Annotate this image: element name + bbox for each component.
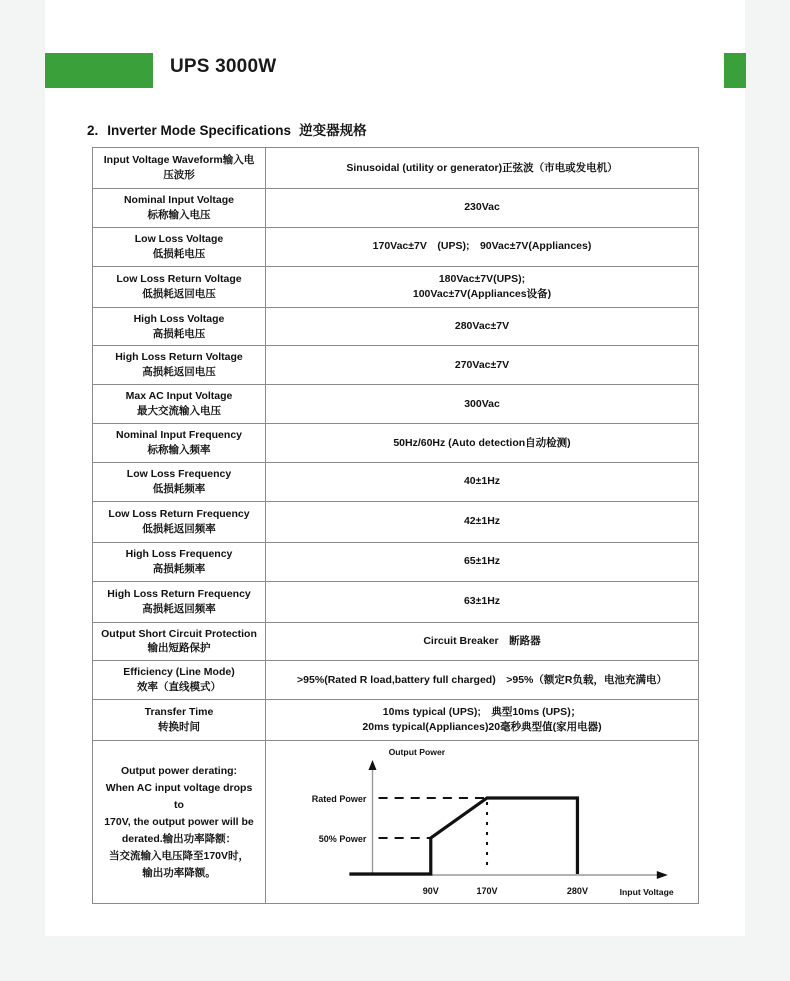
row-value-line: 65±1Hz <box>463 555 501 568</box>
row-value <box>266 700 699 741</box>
derating-line: 170V, the output power will be <box>104 815 254 828</box>
row-label-en: Nominal Input Voltage <box>123 194 235 206</box>
chart-x-axis-arrow <box>657 871 668 879</box>
row-label-en: Transfer Time <box>144 706 214 719</box>
row-label <box>93 148 266 189</box>
section-title-en: Inverter Mode Specifications <box>107 123 292 138</box>
row-value <box>266 227 699 266</box>
chart-xtick-90v: 90V <box>422 886 439 897</box>
row-label-cn: 输出短路保护 <box>147 642 211 655</box>
derating-line: 当交流输入电压降至170V时， <box>108 849 250 862</box>
row-label-en: Low Loss Frequency <box>126 467 232 480</box>
row-label <box>93 424 266 463</box>
chart-xtick-280v: 280V <box>566 886 588 897</box>
row-label <box>93 700 266 741</box>
table-row <box>93 700 699 741</box>
row-label-en: Efficiency (Line Mode) <box>123 666 235 679</box>
table-row <box>93 462 699 501</box>
row-label-en: Low Loss Voltage <box>134 232 224 245</box>
chart-ylabel: Output Power <box>388 747 446 758</box>
row-value <box>266 424 699 463</box>
row-label-en: Input Voltage Waveform输入电 <box>103 154 255 167</box>
row-value <box>266 307 699 346</box>
row-label <box>93 501 266 542</box>
row-value <box>266 189 699 228</box>
table-row <box>93 385 699 424</box>
row-label <box>93 581 266 622</box>
document-header <box>45 53 745 89</box>
row-value-line: >95%(Rated R load,battery full charged) >95%（额定R负载，电池充满电） <box>297 673 667 686</box>
chart-derating-curve <box>349 798 577 874</box>
row-label-en: High Loss Return Frequency <box>107 587 251 600</box>
row-label-en: Output Short Circuit Protection <box>101 627 257 640</box>
row-value <box>266 581 699 622</box>
row-label-en: Low Loss Return Voltage <box>116 272 242 285</box>
derating-note <box>93 741 266 904</box>
page-title: UPS 3000W <box>170 56 277 77</box>
row-label <box>93 266 266 307</box>
row-label <box>93 661 266 700</box>
derating-note-text <box>98 763 260 882</box>
chart-ytick-half: 50% Power <box>318 834 367 845</box>
row-label-cn: 低损耗返回电压 <box>142 287 216 300</box>
row-label-cn: 低损耗返回频率 <box>142 522 216 535</box>
inverter-mode-spec-table <box>92 147 699 904</box>
row-label <box>93 307 266 346</box>
row-label <box>93 385 266 424</box>
derating-line: derated.输出功率降额： <box>121 832 237 845</box>
document-page <box>45 0 745 936</box>
row-label-cn: 高损耗电压 <box>152 327 206 340</box>
row-label-cn: 压波形 <box>163 169 195 181</box>
chart-y-axis-arrow <box>368 760 376 770</box>
row-label <box>93 542 266 581</box>
row-value-line: 42±1Hz <box>463 515 501 528</box>
row-label-en: High Loss Frequency <box>125 547 233 560</box>
header-accent-block-right <box>724 53 746 88</box>
table-row <box>93 424 699 463</box>
row-value <box>266 266 699 307</box>
table-row <box>93 266 699 307</box>
row-value-line: 40±1Hz <box>463 475 501 488</box>
row-value <box>266 661 699 700</box>
table-row-derating <box>93 741 699 904</box>
chart-ytick-rated: Rated Power <box>311 794 367 805</box>
row-value-line: 50Hz/60Hz (Auto detection自动检测) <box>393 436 571 449</box>
header-accent-block-left <box>45 53 153 88</box>
table-row <box>93 542 699 581</box>
row-label-cn: 低损耗频率 <box>152 482 206 495</box>
row-label-en: High Loss Return Voltage <box>115 351 243 364</box>
table-row <box>93 189 699 228</box>
row-value-line: 170Vac±7V (UPS); 90Vac±7V(Appliances) <box>372 240 592 253</box>
output-power-derating-chart <box>266 742 698 902</box>
row-value <box>266 346 699 385</box>
table-row <box>93 622 699 661</box>
row-label <box>93 227 266 266</box>
derating-line: When AC input voltage drops to <box>105 781 253 811</box>
row-label-cn: 标称输入电压 <box>147 208 211 221</box>
row-label-en: Nominal Input Frequency <box>115 429 242 442</box>
row-label <box>93 622 266 661</box>
row-value <box>266 148 699 189</box>
row-value-line: 180Vac±7V(UPS); <box>438 272 526 285</box>
row-value-line: Sinusoidal (utility or generator)正弦波（市电或发电机） <box>346 161 618 174</box>
chart-xtick-170v: 170V <box>476 886 498 897</box>
table-row <box>93 661 699 700</box>
table-row <box>93 501 699 542</box>
row-label-cn: 高损耗返回电压 <box>142 366 216 379</box>
row-value-line: 20ms typical(Appliances)20毫秒典型值(家用电器) <box>362 721 602 734</box>
row-label-cn: 标称输入频率 <box>147 443 211 456</box>
row-label-cn: 最大交流输入电压 <box>137 405 221 418</box>
row-label <box>93 462 266 501</box>
table-row <box>93 581 699 622</box>
row-value <box>266 622 699 661</box>
row-label <box>93 346 266 385</box>
table-row <box>93 346 699 385</box>
table-row <box>93 227 699 266</box>
spec-table-body <box>93 148 699 904</box>
derating-chart-cell <box>266 741 699 904</box>
row-label-cn: 效率（直线模式） <box>137 681 221 694</box>
row-value-line: 280Vac±7V <box>454 320 510 333</box>
row-label-en: Low Loss Return Frequency <box>108 507 250 520</box>
row-value-line: 270Vac±7V <box>454 358 510 371</box>
row-label-en: Max AC Input Voltage <box>125 390 233 403</box>
row-label-cn: 低损耗电压 <box>152 247 206 260</box>
section-heading <box>87 119 367 139</box>
row-value <box>266 462 699 501</box>
row-value <box>266 501 699 542</box>
row-label-cn: 高损耗返回频率 <box>142 602 216 615</box>
row-value-line: 230Vac <box>464 201 500 214</box>
chart-xlabel: Input Voltage <box>619 887 674 898</box>
table-row <box>93 148 699 189</box>
row-value-line: 100Vac±7V(Appliances设备) <box>412 287 552 300</box>
section-title-cn: 逆变器规格 <box>299 123 367 138</box>
row-label-cn: 转换时间 <box>158 721 200 734</box>
row-value <box>266 542 699 581</box>
derating-chart-svg <box>266 742 698 902</box>
table-row <box>93 307 699 346</box>
derating-line: 输出功率降额。 <box>142 866 216 879</box>
row-value <box>266 385 699 424</box>
row-value-line: Circuit Breaker 断路器 <box>423 634 541 647</box>
row-label <box>93 189 266 228</box>
derating-line: Output power derating: <box>120 764 238 777</box>
row-value-line: 63±1Hz <box>463 595 501 608</box>
row-label-cn: 高损耗频率 <box>152 562 206 575</box>
row-value-line: 10ms typical (UPS); 典型10ms (UPS)； <box>382 706 582 719</box>
row-label-en: High Loss Voltage <box>133 312 225 325</box>
section-number: 2. <box>87 123 99 138</box>
row-value-line: 300Vac <box>464 397 500 410</box>
